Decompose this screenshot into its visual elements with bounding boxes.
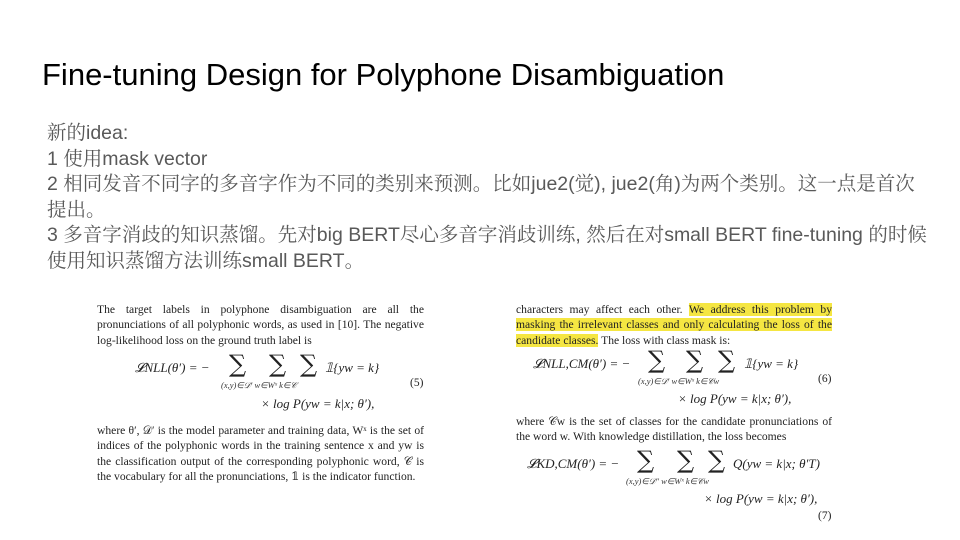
right-paragraph-1 xyxy=(516,302,832,348)
slide-title: Fine-tuning Design for Polyphone Disambiguation xyxy=(42,57,725,92)
slide-notes xyxy=(47,121,927,275)
eq6-line2: × log P(yw = k|x; θ′), xyxy=(678,391,792,406)
note-line-2: 1 使用mask vector xyxy=(47,147,208,170)
left-paragraph-2: where θ′, 𝒟′ is the model parameter and training data, Wˣ is the set of indices of the polyphonic words in the training sentence x and yw is the classification output of the corresponding polyphonic word, 𝒞 is the vocabulary for all the pronunciations, 𝟙 is the indicator function. xyxy=(97,424,424,483)
highlighted-text: We address this problem by masking the irrelevant classes and only calculating the loss of the candidate classes. xyxy=(516,303,832,347)
eq6-sum-2: ∑ xyxy=(686,346,704,374)
eq5-sum-2: ∑ xyxy=(269,350,287,378)
eq7-term: Q(yw = k|x; θ′T) xyxy=(733,456,820,471)
eq6-term: 𝟙{yw = k} xyxy=(744,356,799,371)
eq5-number: (5) xyxy=(410,377,424,389)
eq7-subscripts: (x,y)∈𝒟″ w∈Wˣ k∈𝒞w xyxy=(626,476,709,486)
eq6-sum-1: ∑ xyxy=(648,346,666,374)
eq6-number: (6) xyxy=(818,373,832,385)
note-line-4: 3 多音字消歧的知识蒸馏。先对big BERT尽心多音字消歧训练, 然后在对small BERT fine-tuning 的时候使用知识蒸馏方法训练small BERT。 xyxy=(47,224,927,272)
eq6-subscripts: (x,y)∈𝒟′ w∈Wˣ k∈𝒞w xyxy=(638,376,720,386)
eq5-sum-3: ∑ xyxy=(300,350,318,378)
eq7-number: (7) xyxy=(818,510,832,522)
eq5-subscripts: (x,y)∈𝒟′ w∈Wˣ k∈𝒞 xyxy=(221,380,297,390)
note-line-1: 新的idea: xyxy=(47,122,129,144)
note-line-3: 2 相同发音不同字的多音字作为不同的类别来预测。比如jue2(觉), jue2(角)为两个类别。这一点是首次提出。 xyxy=(47,173,915,221)
right-para1-plain: characters may affect each other. xyxy=(516,303,689,316)
left-paragraph-1: The target labels in polyphone disambiguation are all the pronunciations of all polyphonic words, as used in [10]. The negative log-likelihood loss on the ground truth label is xyxy=(97,303,424,347)
right-paragraph-2: where 𝒞w is the set of classes for the candidate pronunciations of the word w. With knowledge distillation, the loss becomes xyxy=(516,415,832,444)
eq7-lhs: 𝓛KD,CM(θ′) = − xyxy=(527,456,620,471)
right-para1-tail: The loss with class mask is: xyxy=(598,333,731,347)
eq7-sum-2: ∑ xyxy=(677,446,695,474)
eq6-lhs: 𝓛NLL,CM(θ′) = − xyxy=(533,356,631,371)
eq5-term: 𝟙{yw = k} xyxy=(325,360,380,375)
eq5-sum-1: ∑ xyxy=(229,350,247,378)
eq6-sum-3: ∑ xyxy=(718,346,736,374)
eq5-lhs: 𝓛NLL(θ′) = − xyxy=(135,360,210,375)
eq7-line2: × log P(yw = k|x; θ′), xyxy=(704,491,818,506)
eq7-sum-1: ∑ xyxy=(637,446,655,474)
eq7-sum-3: ∑ xyxy=(708,446,726,474)
eq5-line2: × log P(yw = k|x; θ′), xyxy=(261,396,375,411)
